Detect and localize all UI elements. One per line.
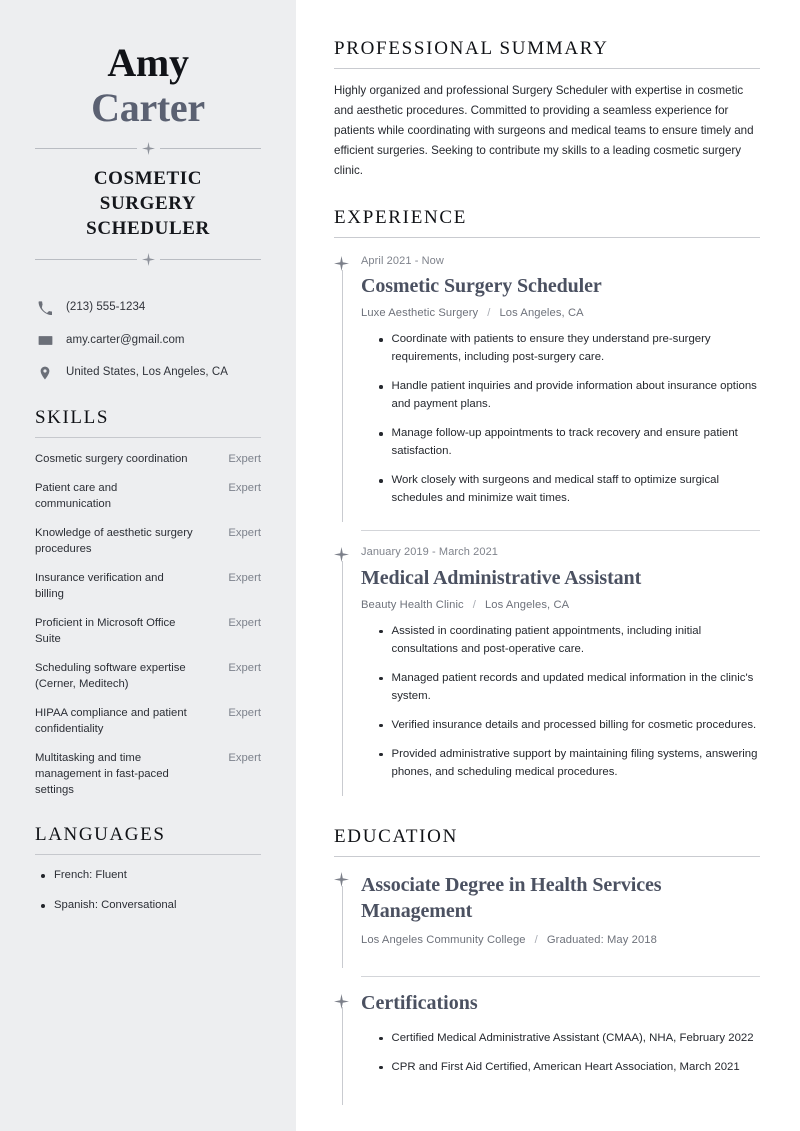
entry-divider	[361, 530, 760, 531]
experience-company: Luxe Aesthetic Surgery	[361, 307, 479, 320]
certifications-entry	[334, 991, 760, 1105]
experience-meta	[361, 599, 760, 611]
experience-heading: EXPERIENCE	[334, 206, 468, 228]
skill-name: Multitasking and time management in fast-paced settings	[35, 752, 169, 797]
bullet-text: Provided administrative support by maintaining filing systems, answering phones, and scheduling medical procedures.	[391, 747, 758, 778]
skills-heading: SKILLS	[35, 406, 109, 428]
language-text: French: Fluent	[54, 869, 127, 882]
bullet-dot-icon	[379, 724, 383, 728]
experience-meta	[361, 307, 760, 319]
certifications-title: Certifications	[361, 991, 478, 1014]
contact-phone[interactable]	[35, 300, 261, 316]
professional-summary-section	[334, 38, 760, 181]
four-point-star-icon	[334, 547, 349, 562]
contact-email[interactable]	[35, 333, 261, 349]
bullet-text: Handle patient inquiries and provide information about insurance options and payment plans.	[391, 380, 757, 411]
phone-text: (213) 555-1234	[66, 301, 146, 314]
phone-icon	[35, 301, 55, 315]
skill-item	[35, 615, 261, 647]
skill-level: Expert	[228, 481, 261, 494]
bullet-text: CPR and First Aid Certified, American Heart Association, March 2021	[391, 1060, 740, 1073]
job-title-line-1: COSMETIC	[93, 168, 203, 189]
location-pin-icon	[35, 366, 55, 380]
timeline-line	[342, 561, 343, 796]
experience-company: Beauty Health Clinic	[361, 598, 464, 611]
job-title	[35, 166, 261, 241]
first-name: Amy	[107, 40, 189, 85]
ornament-divider-top	[35, 141, 261, 155]
skill-item	[35, 750, 261, 798]
languages-rule	[35, 854, 261, 855]
skill-item	[35, 660, 261, 692]
skill-name: Knowledge of aesthetic surgery procedures	[35, 526, 193, 555]
bullet-dot-icon	[379, 1066, 383, 1070]
main-content	[296, 0, 800, 1131]
skill-level: Expert	[228, 571, 261, 584]
education-heading: EDUCATION	[334, 825, 459, 847]
experience-location: Los Angeles, CA	[499, 307, 584, 320]
skill-item	[35, 525, 261, 557]
bullet-dot-icon	[379, 677, 383, 681]
bullet-dot-icon	[379, 753, 383, 757]
experience-bullets	[361, 330, 760, 522]
bullet-text: Assisted in coordinating patient appointments, including initial consultations and post-operative care.	[391, 624, 702, 655]
bullet-item	[361, 471, 760, 507]
skill-level: Expert	[228, 452, 261, 465]
skill-item	[35, 705, 261, 737]
experience-date: April 2021 - Now	[361, 254, 444, 267]
language-item	[35, 868, 261, 884]
meta-separator: /	[487, 307, 491, 320]
job-title-line-3: SCHEDULER	[86, 218, 210, 240]
experience-rule	[334, 237, 760, 238]
divider-line-left	[35, 148, 137, 149]
bullet-item	[361, 745, 760, 781]
summary-rule	[334, 68, 760, 69]
skill-name: Cosmetic surgery coordination	[35, 452, 188, 465]
experience-role: Cosmetic Surgery Scheduler	[361, 275, 602, 298]
meta-separator: /	[472, 598, 476, 611]
education-rule	[334, 856, 760, 857]
timeline-line	[342, 886, 343, 968]
experience-entry	[334, 254, 760, 523]
language-item	[35, 898, 261, 914]
bullet-dot-icon	[379, 479, 383, 483]
bullet-item	[361, 622, 760, 658]
location-text: United States, Los Angeles, CA	[66, 366, 228, 379]
bullet-item	[361, 377, 760, 413]
bullet-text: Managed patient records and updated medical information in the clinic's system.	[391, 671, 754, 702]
skill-level: Expert	[228, 707, 261, 720]
bullet-item	[361, 424, 760, 460]
contact-list	[35, 300, 261, 381]
education-timeline	[334, 872, 760, 1105]
skill-name: HIPAA compliance and patient confidentiality	[35, 707, 187, 736]
ornament-divider-bottom	[35, 252, 261, 266]
bullet-dot-icon	[41, 904, 45, 908]
experience-entry	[334, 545, 760, 796]
languages-heading: LANGUAGES	[35, 824, 166, 846]
education-graduation: Graduated: May 2018	[546, 933, 657, 946]
experience-bullets	[361, 622, 760, 796]
four-point-star-icon	[334, 872, 349, 887]
experience-timeline	[334, 254, 760, 796]
divider-line-right	[160, 148, 262, 149]
envelope-icon	[35, 333, 55, 348]
four-point-star-icon	[142, 142, 155, 155]
skill-level: Expert	[228, 662, 261, 675]
skill-name: Scheduling software expertise (Cerner, Meditech)	[35, 662, 186, 691]
timeline-line	[342, 1007, 343, 1105]
bullet-text: Verified insurance details and processed billing for cosmetic procedures.	[391, 718, 757, 731]
name-block	[35, 0, 261, 130]
experience-role: Medical Administrative Assistant	[361, 566, 642, 589]
four-point-star-icon	[142, 253, 155, 266]
divider-line-left	[35, 259, 137, 260]
bullet-dot-icon	[379, 1037, 383, 1041]
education-meta	[361, 934, 760, 946]
meta-separator: /	[534, 933, 538, 946]
bullet-item	[361, 330, 760, 366]
bullet-dot-icon	[379, 630, 383, 634]
skill-item	[35, 451, 261, 467]
summary-heading: PROFESSIONAL SUMMARY	[334, 38, 609, 59]
bullet-text: Work closely with surgeons and medical staff to optimize surgical schedules and minimize wait times.	[391, 474, 720, 505]
bullet-item	[361, 669, 760, 705]
experience-location: Los Angeles, CA	[484, 598, 570, 611]
bullet-dot-icon	[379, 432, 383, 436]
sidebar	[0, 0, 296, 1131]
skill-name: Patient care and communication	[35, 481, 118, 510]
entry-divider	[361, 976, 760, 977]
education-school: Los Angeles Community College	[361, 933, 526, 946]
last-name: Carter	[91, 85, 205, 130]
education-degree: Associate Degree in Health Services Management	[361, 873, 662, 922]
skills-rule	[35, 437, 261, 438]
certifications-bullets	[361, 1029, 760, 1091]
skill-name: Insurance verification and billing	[35, 571, 164, 600]
contact-location[interactable]	[35, 365, 261, 381]
skill-item	[35, 480, 261, 512]
four-point-star-icon	[334, 256, 349, 271]
bullet-text: Manage follow-up appointments to track recovery and ensure patient satisfaction.	[391, 427, 738, 458]
timeline-line	[342, 270, 343, 523]
skill-name: Proficient in Microsoft Office Suite	[35, 617, 176, 646]
bullet-dot-icon	[41, 874, 45, 878]
bullet-dot-icon	[379, 338, 383, 342]
summary-text: Highly organized and professional Surgery Scheduler with expertise in cosmetic and aesthetic procedures. Committed to providing a seamless experience for patients while coordinating with surgeons and medical teams to ensure timely and efficient surgeries. Seeking to contribute my skills to a leading cosmetic surgery clinic.	[334, 84, 754, 177]
education-section	[334, 826, 760, 1105]
bullet-item	[361, 1029, 760, 1047]
experience-date: January 2019 - March 2021	[361, 546, 499, 559]
bullet-text: Coordinate with patients to ensure they understand pre-surgery requirements, including post-surgery care.	[391, 333, 711, 364]
skill-level: Expert	[228, 752, 261, 765]
divider-line-right	[160, 259, 262, 260]
skill-level: Expert	[228, 617, 261, 629]
skills-section	[35, 407, 261, 799]
bullet-dot-icon	[379, 385, 383, 389]
education-entry	[334, 872, 760, 968]
languages-section	[35, 824, 261, 914]
language-text: Spanish: Conversational	[54, 899, 177, 912]
bullet-item	[361, 716, 760, 734]
skill-level: Expert	[228, 526, 261, 539]
bullet-text: Certified Medical Administrative Assistant (CMAA), NHA, February 2022	[391, 1031, 754, 1044]
skill-item	[35, 570, 261, 602]
email-text: amy.carter@gmail.com	[66, 333, 185, 346]
experience-section	[334, 207, 760, 796]
bullet-item	[361, 1058, 760, 1076]
job-title-line-2: SURGERY	[99, 193, 197, 215]
